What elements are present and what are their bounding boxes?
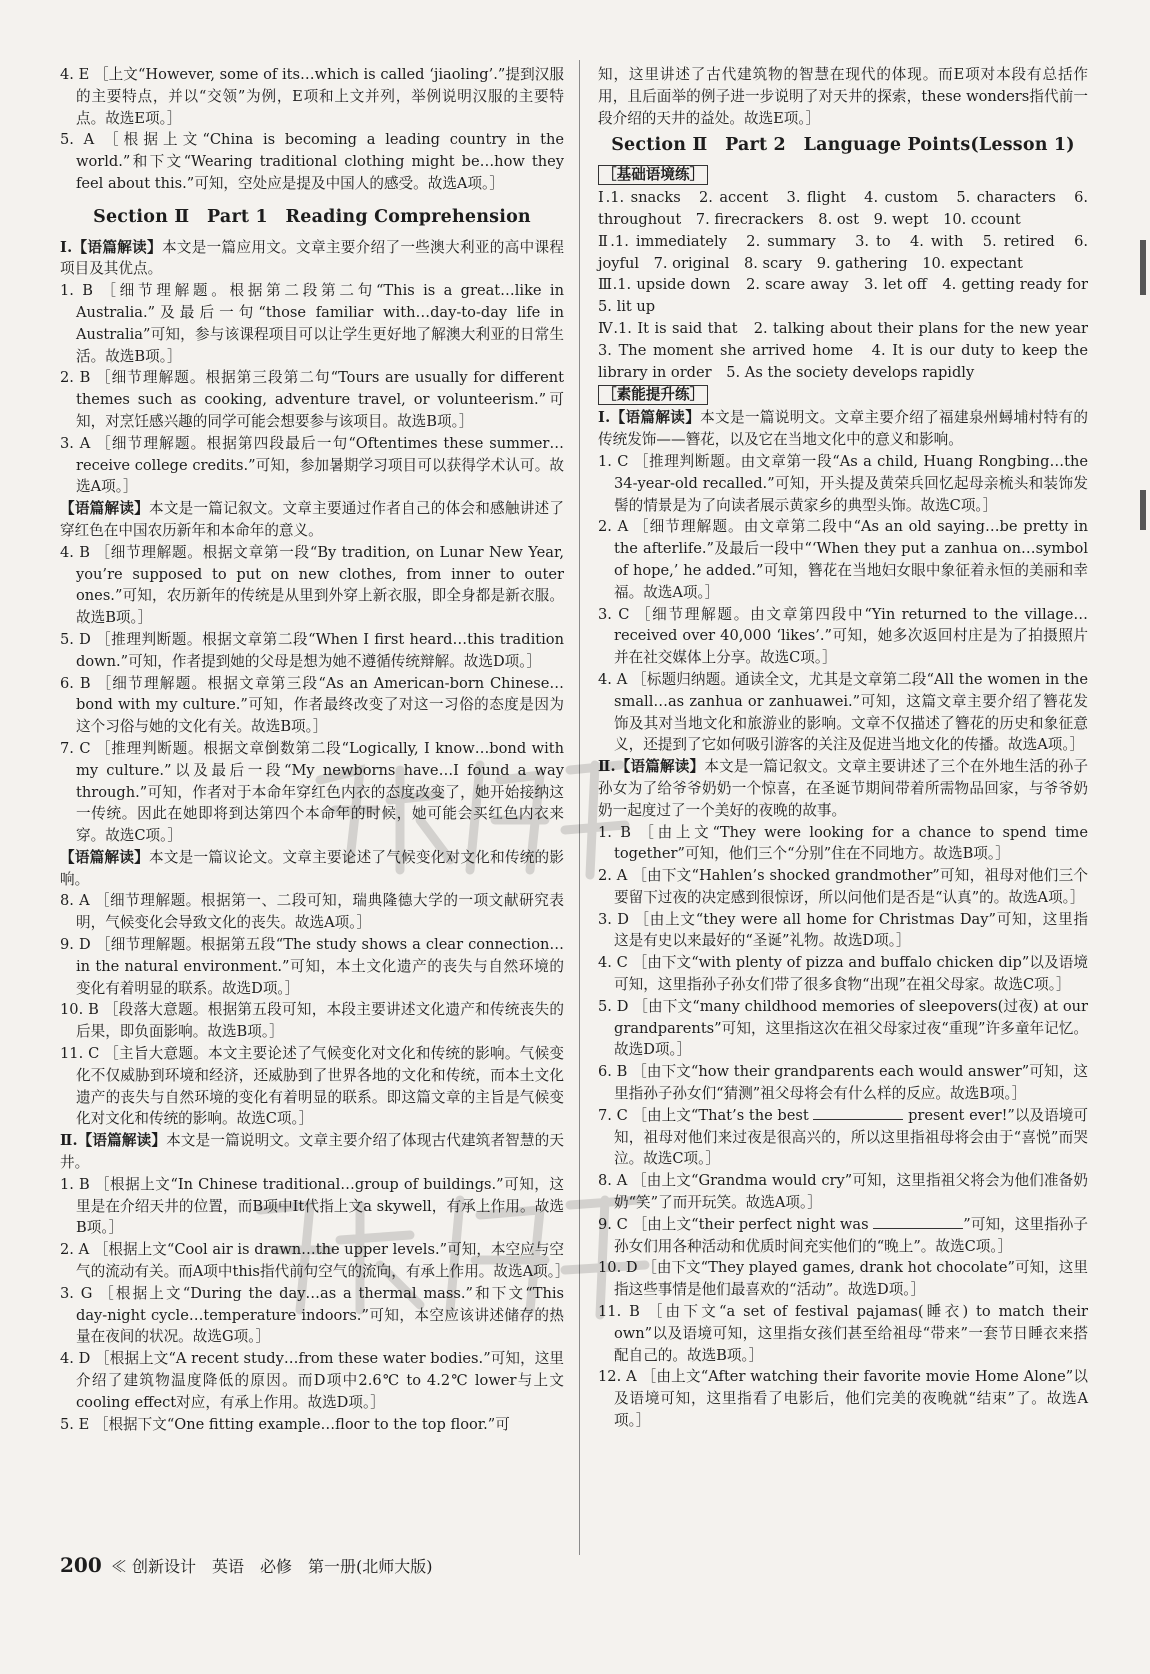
answer-paragraph	[60, 890, 564, 934]
answer-paragraph	[598, 274, 1103, 318]
answer-paragraph	[60, 934, 564, 999]
paragraph-text: 4. A ［标题归纳题。通读全文，尤其是文章第二段“All the women in the small…as zanhua or zanhuawei.”可知，这篇文章主要介绍了簪花发饰及其对当地文化和旅游业的影响。文章不仅描述了簪花的历史和象征意义，还提到了它如何吸引游客的关注及促进当地文化的传播。故选A项。］	[598, 670, 1088, 754]
paragraph-text-pre: 9. C ［由上文“their perfect night was	[598, 1215, 874, 1233]
answer-paragraph	[60, 367, 564, 432]
right-column	[598, 64, 1103, 1432]
answer-paragraph	[598, 231, 1088, 275]
paragraph-text: 5. D ［推理判断题。根据文章第二段“When I first heard…this tradition down.”可知，作者提到她的父母是想为她不遵循传统辩解。故选D项。］	[60, 630, 564, 670]
answer-paragraph	[598, 669, 1088, 756]
paragraph-text: 7. C ［推理判断题。根据文章倒数第二段“Logically, I know…bond with my culture.”以及最后一段“My newborns have…I found a way through.”可知，作者对于本命年穿红色内衣的态度改变了，她开始接纳这一传统。因此在她即将到达第四个本命年的时候，她可能会买红色内衣来穿。故选C项。］	[60, 739, 564, 845]
paragraph-text: 4. C ［由下文“with plenty of pizza and buffalo chicken dip”以及语境可知，这里指孙子孙女们带了很多食物“出现”在祖父母家。故选C项。］	[598, 954, 1088, 994]
passage-label: 【语篇解读】	[60, 500, 149, 518]
edge-mark	[1140, 240, 1146, 295]
answer-paragraph	[598, 604, 1088, 669]
answer-paragraph	[598, 516, 1088, 603]
paragraph-text: 2. A ［根据上文“Cool air is drawn…the upper levels.”可知，本空应与空气的流动有关。而A项中this指代前句空气的流向，有承上作用。故选A项。］	[60, 1241, 570, 1281]
paragraph-text: 1. C ［推理判断题。由文章第一段“As a child, Huang Rongbing…the 34-year-old recalled.”可知，开头提及黄荣兵回忆起母亲梳头和装饰发髻的情景是为了向读者展示黄家乡的典型头饰。故选C项。］	[598, 452, 1088, 514]
paragraph-text: 4. B ［细节理解题。根据文章第一段“By tradition, on Lunar New Year, you’re supposed to put on new clothes, from inner to outer ones.”可知，农历新年的传统是从里到外穿上新衣服，即全身都是新衣服。故选B项。］	[60, 543, 564, 627]
answer-paragraph	[60, 629, 564, 673]
footer-text: 创新设计 英语 必修 第一册(北师大版)	[131, 1557, 433, 1576]
answer-paragraph	[60, 673, 564, 738]
answer-paragraph	[60, 1414, 564, 1436]
exercise-label-row	[598, 163, 1088, 187]
answer-paragraph	[60, 1043, 564, 1130]
paragraph-text: 本文是一篇记叙文。文章主要讲述了三个在外地生活的孙子孙女为了给爷爷奶奶一个惊喜，在圣诞节期间带着所需物品回家，与爷爷奶奶一起度过了一个美好的夜晚的故事。	[598, 758, 1088, 819]
paragraph-text: 5. A ［根据上文“China is becoming a leading country in the world.”和下文“Wearing traditional clothing might be…how they feel about this.”可知，空处应是提及中国人的感受。故选A项。］	[60, 131, 564, 192]
answer-paragraph	[598, 1257, 1088, 1301]
answer-paragraph	[598, 756, 1088, 821]
edge-mark	[1140, 490, 1146, 530]
paragraph-text: 10. D ［由下文“They played games, drank hot chocolate”可知，这里指这些事情是他们最喜欢的“活动”。故选D项。］	[598, 1259, 1088, 1299]
answer-paragraph	[60, 280, 564, 367]
paragraph-text: 11. C ［主旨大意题。本文主要论述了气候变化对文化和传统的影响。气候变化不仅威胁到环境和经济，还威胁到了世界各地的文化和传统，而本土文化遗产的丧失与自然环境的变化有着明显的联系。即这篇文章的主旨是气候变化对文化和传统的影响。故选C项。］	[60, 1045, 564, 1128]
answer-paragraph	[598, 865, 1088, 909]
fill-blank	[813, 1105, 903, 1120]
paragraph-text: 本文是一篇应用文。文章主要介绍了一些澳大利亚的高中课程项目及其优点。	[60, 238, 564, 278]
paragraph-text: 10. B ［段落大意题。根据第五段可知，本段主要讲述文化遗产和传统丧失的后果，即负面影响。故选B项。］	[60, 1001, 564, 1041]
paragraph-text: 1. B ［细节理解题。根据第二段第二句“This is a great…like in Australia.”及最后一句“those familiar with…day-to-day life in Australia”可知，参与该课程项目可以让学生更好地了解澳大利亚的日常生活。故选B项。］	[60, 282, 564, 365]
paragraph-text: Ⅲ.1. upside down 2. scare away 3. let off 4. getting ready for 5. lit up	[598, 276, 1103, 316]
passage-label: Ⅱ.【语篇解读】	[60, 1132, 167, 1150]
passage-label: 【语篇解读】	[60, 848, 149, 866]
answer-paragraph	[598, 909, 1088, 953]
answer-paragraph	[60, 64, 564, 129]
paragraph-text: 5. E ［根据下文“One fitting example…floor to the top floor.”可	[60, 1415, 510, 1433]
paragraph-text: Ⅰ.1. snacks 2. accent 3. flight 4. custom 5. characters 6. throughout 7. firecrackers 8. ost 9. wept 10. ccount	[598, 189, 1088, 228]
answer-paragraph	[60, 433, 564, 498]
paragraph-text: 4. E ［上文“However, some of its…which is called ‘jiaoling’.”提到汉服的主要特点，并以“交领”为例，E项和上文并列，举例说明汉服的主要特点。故选E项。］	[60, 66, 564, 127]
section-heading: Section Ⅱ Part 2 Language Points(Lesson 1)	[611, 135, 1075, 156]
fill-blank	[873, 1214, 963, 1229]
answer-paragraph	[598, 1061, 1088, 1105]
answer-paragraph	[598, 187, 1088, 231]
answer-paragraph	[60, 237, 564, 281]
page-footer	[60, 1553, 432, 1577]
paragraph-text: 5. D ［由下文“many childhood memories of sleepovers(过夜) at our grandparents”可知，这里指这次在祖父母家过夜“重现”许多童年记忆。故选D项。］	[598, 997, 1088, 1059]
answer-paragraph	[598, 822, 1088, 866]
page-number: 200	[60, 1553, 102, 1577]
paragraph-text: Ⅱ.1. immediately 2. summary 3. to 4. with 5. retired 6. joyful 7. original 8. scary 9. gathering 10. expectant	[598, 232, 1088, 272]
answer-paragraph	[598, 952, 1088, 996]
paragraph-text: ”可知，这里指孙子孙女们用各种活动和优质时间充实他们的“晚上”。故选C项。］	[614, 1215, 1088, 1255]
answer-paragraph	[598, 1301, 1088, 1366]
answer-paragraph	[598, 1170, 1088, 1214]
paragraph-text: 本文是一篇记叙文。文章主要通过作者自己的体会和感触讲述了穿红色在中国农历新年和本命年的意义。	[60, 500, 564, 539]
exercise-label: ［基础语境练］	[598, 165, 708, 185]
paragraph-text: 本文是一篇议论文。文章主要论述了气候变化对文化和传统的影响。	[60, 848, 564, 888]
answer-paragraph	[598, 318, 1103, 383]
answer-paragraph	[60, 498, 564, 542]
answer-paragraph	[598, 451, 1088, 516]
paragraph-text: 本文是一篇说明文。文章主要介绍了体现古代建筑者智慧的天井。	[60, 1132, 564, 1172]
exercise-label: ［素能提升练］	[598, 385, 708, 405]
paragraph-text: 2. A ［细节理解题。由文章第二段中“As an old saying…be pretty in the afterlife.”及最后一段中“‘When they put a zanhua on…symbol of hope,’ he added.”可知，簪花在当地妇女眼中象征着永恒的美丽和幸福。故选A项。］	[598, 518, 1088, 601]
exercise-label-row	[598, 383, 1088, 407]
paragraph-text: 1. B ［由上文“They were looking for a chance to spend time together”可知，他们三个“分别”住在不同地方。故选B项。］	[598, 823, 1088, 863]
watermark-stamp-icon-2	[240, 1170, 660, 1330]
paragraph-text: 6. B ［细节理解题。根据文章第三段“As an American-born Chinese…bond with my culture.”可知，作者最终改变了对这一习俗的态度是因为这个习俗与她的文化有关。故选B项。］	[60, 674, 564, 736]
answer-paragraph	[598, 1214, 1088, 1258]
paragraph-text: 2. B ［细节理解题。根据第三段第二句“Tours are usually for different themes such as cooking, adventure travel, or volunteerism.”可知，对烹饪感兴趣的同学可能会想要参与该项目。故选B项。］	[60, 369, 564, 430]
paragraph-text: 3. D ［由上文“they were all home for Christmas Day”可知，这里指这是有史以来最好的“圣诞”礼物。故选D项。］	[598, 910, 1088, 950]
answer-paragraph	[598, 64, 1088, 129]
watermark-stamp-icon	[300, 740, 640, 890]
paragraph-text: 9. D ［细节理解题。根据第五段“The study shows a clear connection…in the natural environment.”可知，本土文化遗产的丧失与自然环境的变化有着明显的联系。故选D项。］	[60, 936, 564, 997]
paragraph-text: 6. B ［由下文“how their grandparents each would answer”可知，这里指孙子孙女们“猜测”祖父母将会有什么样的反应。故选B项。］	[598, 1063, 1088, 1103]
paragraph-text: 12. A ［由上文“After watching their favorite movie Home Alone”以及语境可知，这里指看了电影后，他们完美的夜晚就“结束”了。故选A项。］	[598, 1368, 1088, 1430]
answer-paragraph	[598, 1105, 1088, 1170]
paragraph-text: 11. B ［由下文“a set of festival pajamas(睡衣) to match their own”以及语境可知，这里指女孩们甚至给祖母“带来”一套节日睡衣来搭配自己的。故选B项。］	[598, 1303, 1088, 1364]
passage-label: Ⅰ.【语篇解读】	[598, 409, 701, 427]
paragraph-text: present ever!”以及语境可知，祖母对他们来过夜是很高兴的，所以这里指祖母将会由于“喜悦”而哭泣。故选C项。］	[614, 1106, 1088, 1168]
paragraph-text: 3. C ［细节理解题。由文章第四段中“Yin returned to the village…received over 40,000 ‘likes’.”可知，她多次返回村庄是为了拍摄照片并在社交媒体上分享。故选C项。］	[598, 605, 1088, 667]
paragraph-text: 3. G ［根据上文“During the day…as a thermal mass.”和下文“This day-night cycle…temperature indoors.”可知，本空应该讲述储存的热量在夜间的状况。故选G项。］	[60, 1284, 564, 1346]
answer-paragraph	[60, 999, 564, 1043]
answer-paragraph	[598, 407, 1088, 451]
paragraph-text: 本文是一篇说明文。文章主要介绍了福建泉州蟳埔村特有的传统发饰——簪花，以及它在当地文化中的意义和影响。	[598, 409, 1088, 449]
paragraph-text: 4. D ［根据上文“A recent study…from these water bodies.”可知，这里介绍了建筑物温度降低的原因。而D项中2.6℃ to 4.2℃ lower与上文cooling effect对应，有承上作用。故选D项。］	[60, 1350, 564, 1411]
paragraph-text: 8. A ［由上文“Grandma would cry”可知，这里指祖父将会为他们准备奶奶“笑”了而开玩笑。故选A项。］	[598, 1172, 1088, 1212]
paragraph-text: 8. A ［细节理解题。根据第一、二段可知，瑞典隆德大学的一项文献研究表明，气候变化会导致文化的丧失。故选A项。］	[60, 892, 564, 932]
answer-paragraph	[598, 996, 1088, 1061]
answer-paragraph	[60, 1130, 564, 1174]
paragraph-text: 3. A ［细节理解题。根据第四段最后一句“Oftentimes these summer…receive college credits.”可知，参加暑期学习项目可以获得学术认可。故选A项。］	[60, 434, 564, 496]
answer-paragraph	[60, 542, 564, 629]
paragraph-text: Ⅳ.1. It is said that 2. talking about their plans for the new year 3. The moment she arrived home 4. It is our duty to keep the library in order 5. As the society develops rapidly	[598, 319, 1103, 381]
section-heading: Section Ⅱ Part 1 Reading Comprehension	[93, 206, 531, 227]
chevron-icon: ≪	[110, 1557, 127, 1576]
answer-paragraph	[598, 1366, 1088, 1431]
paragraph-text-pre: 7. C ［由上文“That’s the best	[598, 1106, 814, 1124]
answer-paragraph	[60, 129, 564, 194]
passage-label: Ⅱ.【语篇解读】	[598, 758, 705, 776]
paragraph-text: 1. B ［根据上文“In Chinese traditional…group of buildings.”可知，这里是在介绍天井的位置，而B项中It代指上文a skywell，有承上作用。故选B项。］	[60, 1175, 564, 1237]
paragraph-text: 2. A ［由下文“Hahlen’s shocked grandmother”可知，祖母对他们三个要留下过夜的决定感到很惊讶，所以问他们是否是“认真”的。故选A项。］	[598, 867, 1088, 906]
answer-paragraph	[60, 1348, 564, 1413]
paragraph-text: 知，这里讲述了古代建筑物的智慧在现代的体现。而E项对本段有总括作用，且后面举的例子进一步说明了对天井的探索，these wonders指代前一段介绍的天井的益处。故选E项。］	[598, 66, 1088, 127]
passage-label: Ⅰ.【语篇解读】	[60, 238, 162, 256]
